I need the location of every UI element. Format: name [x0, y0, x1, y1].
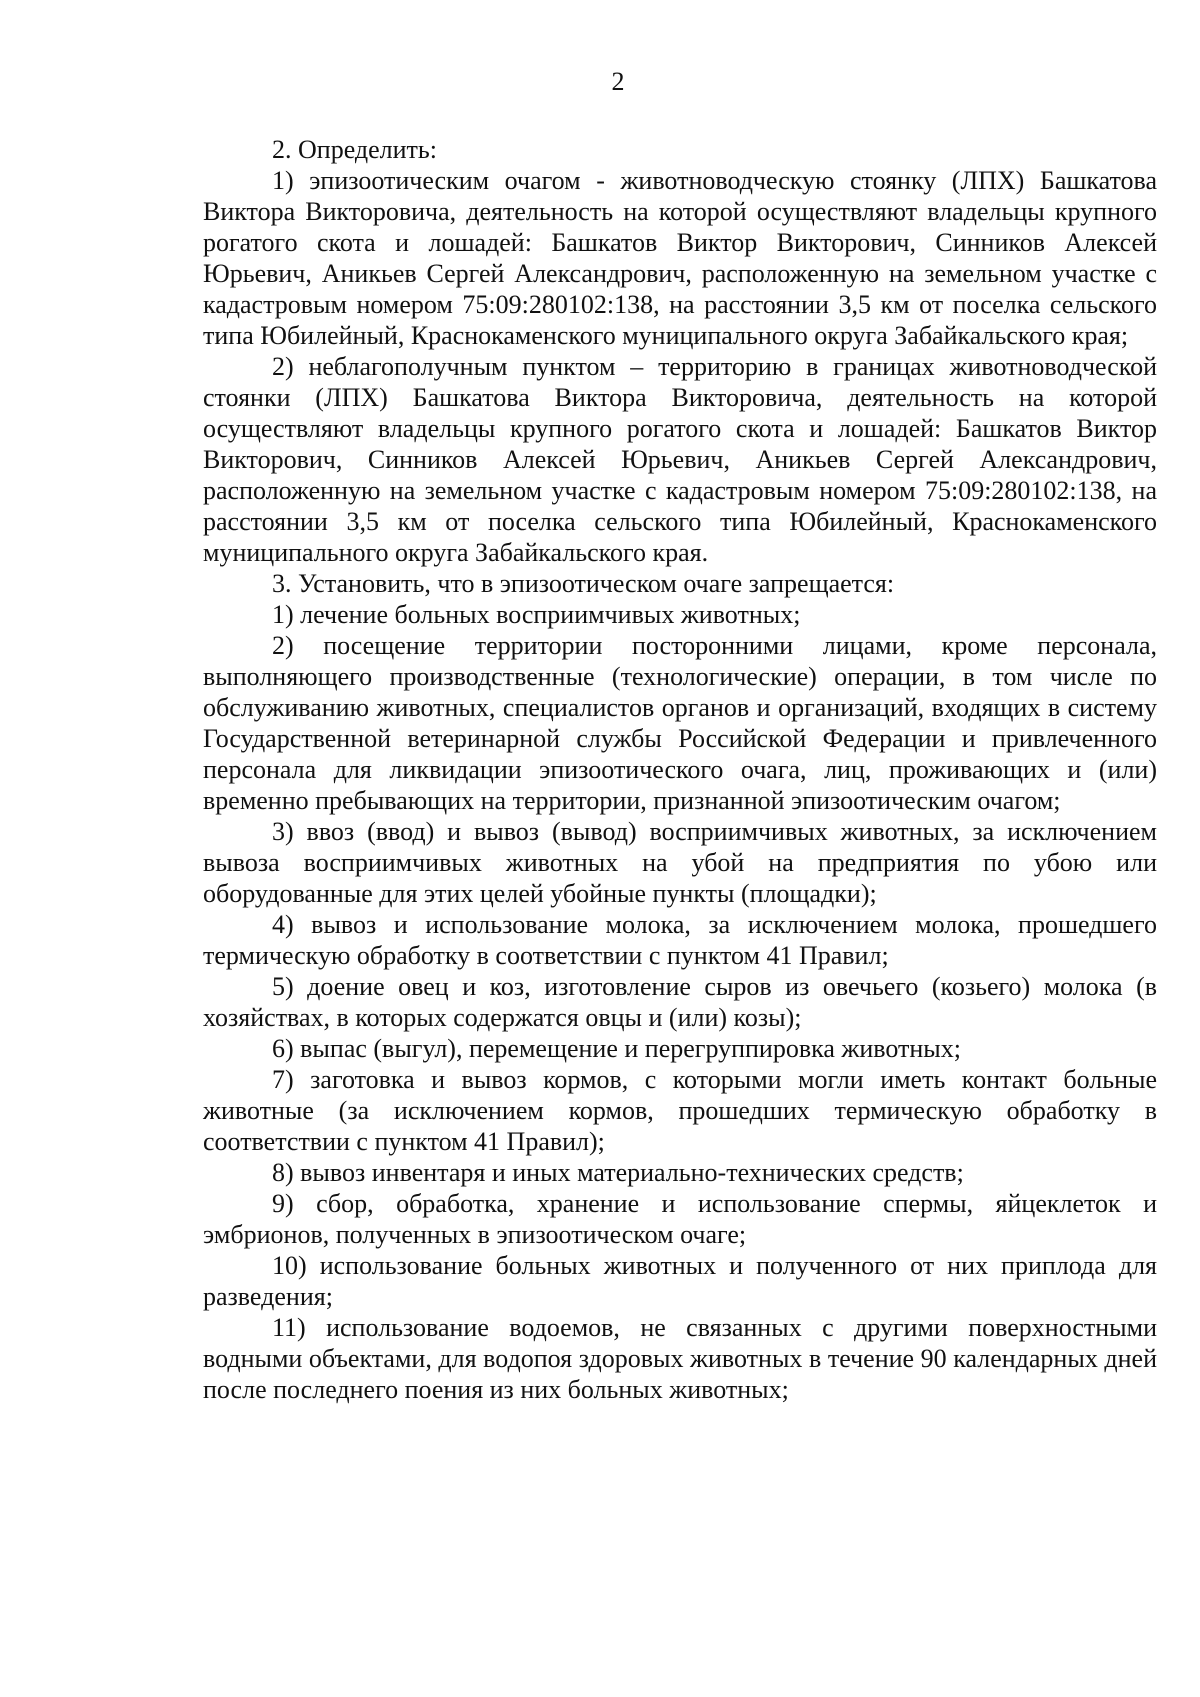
section-3-item-10: 10) использование больных животных и полученного от них приплода для разведения;	[203, 1251, 1157, 1311]
section-3-item-7: 7) заготовка и вывоз кормов, с которыми могли иметь контакт больные животные (за исключением кормов, прошедших термическую обработку в соответствии с пунктом 41 Правил);	[203, 1065, 1157, 1156]
section-3-item-4: 4) вывоз и использование молока, за исключением молока, прошедшего термическую обработку в соответствии с пунктом 41 Правил;	[203, 910, 1157, 970]
document-body	[203, 134, 1157, 1405]
section-3-item-2: 2) посещение территории посторонними лицами, кроме персонала, выполняющего производственные (технологические) операции, в том числе по обслуживанию животных, специалистов органов и организаций, входящих в систему Государственной ветеринарной службы Российской Федерации и привлеченного персонала для ликвидации эпизоотического очага, лиц, проживающих и (или) временно пребывающих на территории, признанной эпизоотическим очагом;	[203, 631, 1157, 815]
section-3-item-6: 6) выпас (выгул), перемещение и перегруппировка животных;	[272, 1034, 961, 1063]
section-2-item-1-episootic-focus: 1) эпизоотическим очагом - животноводческую стоянку (ЛПХ) Башкатова Виктора Викторовича, деятельность на которой осуществляют владельцы крупного рогатого скота и лошадей: Башкатов Виктор Викторович, Синников Алексей Юрьевич, Аникьев Сергей Александрович, расположенную на земельном участке с кадастровым номером 75:09:280102:138, на расстоянии 3,5 км от поселка сельского типа Юбилейный, Краснокаменского муниципального округа Забайкальского края;	[203, 166, 1157, 350]
section-2-item-2-unfavorable-point: 2) неблагополучным пунктом – территорию в границах животноводческой стоянки (ЛПХ) Башкатова Виктора Викторовича, деятельность на которой осуществляют владельцы крупного рогатого скота и лошадей: Башкатов Виктор Викторович, Синников Алексей Юрьевич, Аникьев Сергей Александрович, расположенную на земельном участке с кадастровым номером 75:09:280102:138, на расстоянии 3,5 км от поселка сельского типа Юбилейный, Краснокаменского муниципального округа Забайкальского края.	[203, 352, 1157, 567]
section-2-heading: 2. Определить:	[272, 135, 437, 164]
section-3-item-11: 11) использование водоемов, не связанных с другими поверхностными водными объектами, для водопоя здоровых животных в течение 90 календарных дней после последнего поения из них больных животных;	[203, 1313, 1157, 1404]
page-number: 2	[611, 67, 625, 96]
section-3-item-9: 9) сбор, обработка, хранение и использование спермы, яйцеклеток и эмбрионов, полученных в эпизоотическом очаге;	[203, 1189, 1157, 1249]
section-3-item-5: 5) доение овец и коз, изготовление сыров из овечьего (козьего) молока (в хозяйствах, в которых содержатся овцы и (или) козы);	[203, 972, 1157, 1032]
section-3-heading: 3. Установить, что в эпизоотическом очаге запрещается:	[272, 569, 895, 598]
section-3-item-3: 3) ввоз (ввод) и вывоз (вывод) восприимчивых животных, за исключением вывоза восприимчивых животных на убой на предприятия по убою или оборудованные для этих целей убойные пункты (площадки);	[203, 817, 1157, 908]
section-3-item-1: 1) лечение больных восприимчивых животных;	[272, 600, 801, 629]
section-3-item-8: 8) вывоз инвентаря и иных материально-технических средств;	[272, 1158, 964, 1187]
